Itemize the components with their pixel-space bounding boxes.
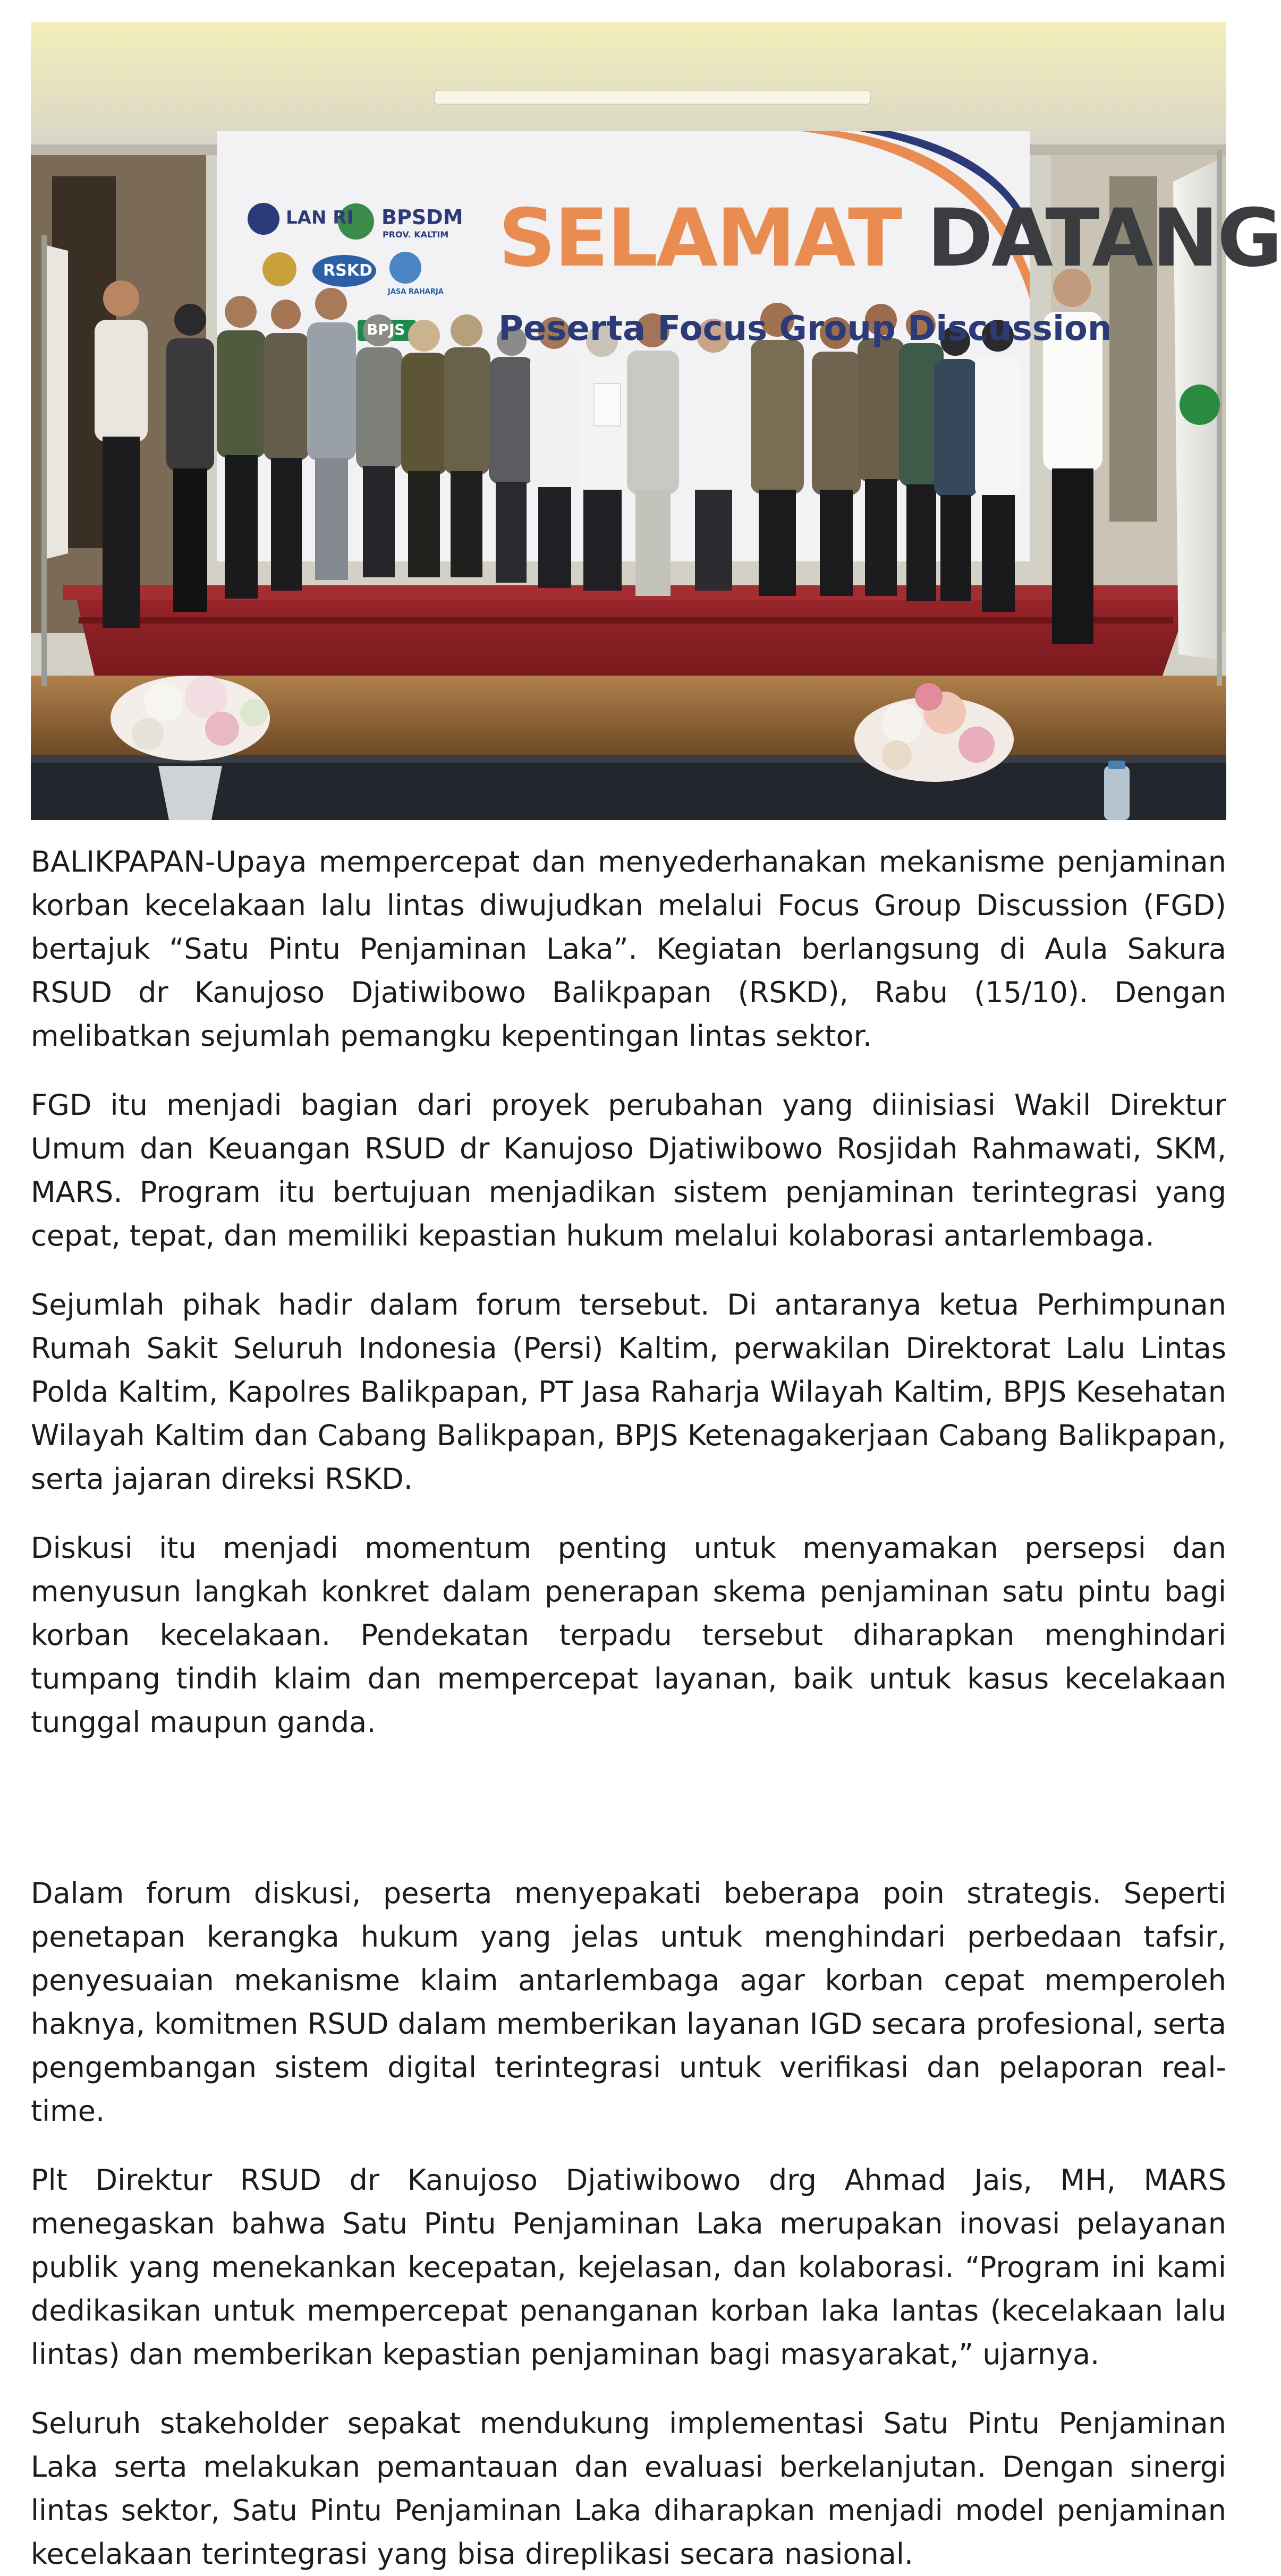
article-paragraph-2: FGD itu menjadi bagian dari proyek perubahan yang diinisiasi Wakil Direktur Umum dan Keuangan RSUD dr Kanujoso Djatiwibowo Rosjidah Rahmawati, SKM, MARS. Program itu bertujuan menjadikan sistem penjaminan terintegrasi yang cepat, tepat, dan memiliki kepastian hukum melalui kolaborasi antarlembaga.	[31, 1088, 1226, 1252]
article-paragraph-1: BALIKPAPAN-Upaya mempercepat dan menyederhanakan mekanisme penjaminan korban kecelakaan lalu lintas diwujudkan melalui Focus Group Discussion (FGD) bertajuk “Satu Pintu Penjaminan Laka”. Kegiatan berlangsung di Aula Sakura RSUD dr Kanujoso Djatiwibowo Balikpapan (RSKD), Rabu (15/10). Dengan melibatkan sejumlah pemangku kepentingan lintas sektor.	[31, 845, 1226, 1053]
banner-title-word-2: DATANG	[927, 192, 1281, 285]
logo-jasa-raharja: JASA RAHARJA	[388, 288, 444, 296]
banner-subtitle: Peserta Focus Group Discussion	[498, 309, 1112, 348]
logo-bpjs: BPJS	[367, 321, 405, 338]
photo-illustration	[31, 22, 1226, 820]
banner-title	[498, 192, 1281, 285]
article-paragraph-3: Sejumlah pihak hadir dalam forum tersebut. Di antaranya ketua Perhimpunan Rumah Sakit Seluruh Indonesia (Persi) Kaltim, perwakilan Direktorat Lalu Lintas Polda Kaltim, Kapolres Balikpapan, PT Jasa Raharja Wilayah Kaltim, BPJS Kesehatan Wilayah Kaltim dan Cabang Balikpapan, BPJS Ketenagakerjaan Cabang Balikpapan, serta jajaran direksi RSKD.	[31, 1288, 1226, 1496]
logo-rskd: RSKD	[323, 261, 372, 280]
article-paragraph-4: Diskusi itu menjadi momentum penting untuk menyamakan persepsi dan menyusun langkah konkret dalam penerapan skema penjaminan satu pintu bagi korban kecelakaan. Pendekatan terpadu tersebut diharapkan menghindari tumpang tindih klaim dan mempercepat layanan, baik untuk kasus kecelakaan tunggal maupun ganda.	[31, 1531, 1226, 1739]
article-photo	[31, 22, 1281, 820]
logo-bpsdm-sub: PROV. KALTIM	[383, 229, 449, 240]
banner-title-word-1: SELAMAT	[498, 192, 901, 285]
article-paragraph-5: Dalam forum diskusi, peserta menyepakati beberapa poin strategis. Seperti penetapan kerangka hukum yang jelas untuk menghindari perbedaan tafsir, penyesuaian mekanisme klaim antarlembaga agar korban cepat memperoleh haknya, komitmen RSUD dalam memberikan layanan IGD secara profesional, serta pengembangan sistem digital terintegrasi untuk verifikasi dan pelaporan real-time.	[31, 1876, 1226, 2128]
article-paragraph-7: Seluruh stakeholder sepakat mendukung implementasi Satu Pintu Penjaminan Laka serta melakukan pemantauan dan evaluasi berkelanjutan. Dengan sinergi lintas sektor, Satu Pintu Penjaminan Laka diharapkan menjadi model penjaminan kecelakaan terintegrasi yang bisa direplikasi secara nasional.	[31, 2407, 1226, 2571]
logo-bpsdm: BPSDM	[381, 206, 463, 229]
article-paragraph-6: Plt Direktur RSUD dr Kanujoso Djatiwibowo drg Ahmad Jais, MH, MARS menegaskan bahwa Satu Pintu Penjaminan Laka merupakan inovasi pelayanan publik yang menekankan kecepatan, kejelasan, dan kolaborasi. “Program ini kami dedikasikan untuk mempercepat penanganan korban laka lantas (kecelakaan lalu lintas) dan memberikan kepastian penjaminan bagi masyarakat,” ujarnya.	[31, 2163, 1226, 2371]
logo-lan-ri: LAN RI	[286, 207, 354, 228]
article	[31, 22, 1281, 2576]
